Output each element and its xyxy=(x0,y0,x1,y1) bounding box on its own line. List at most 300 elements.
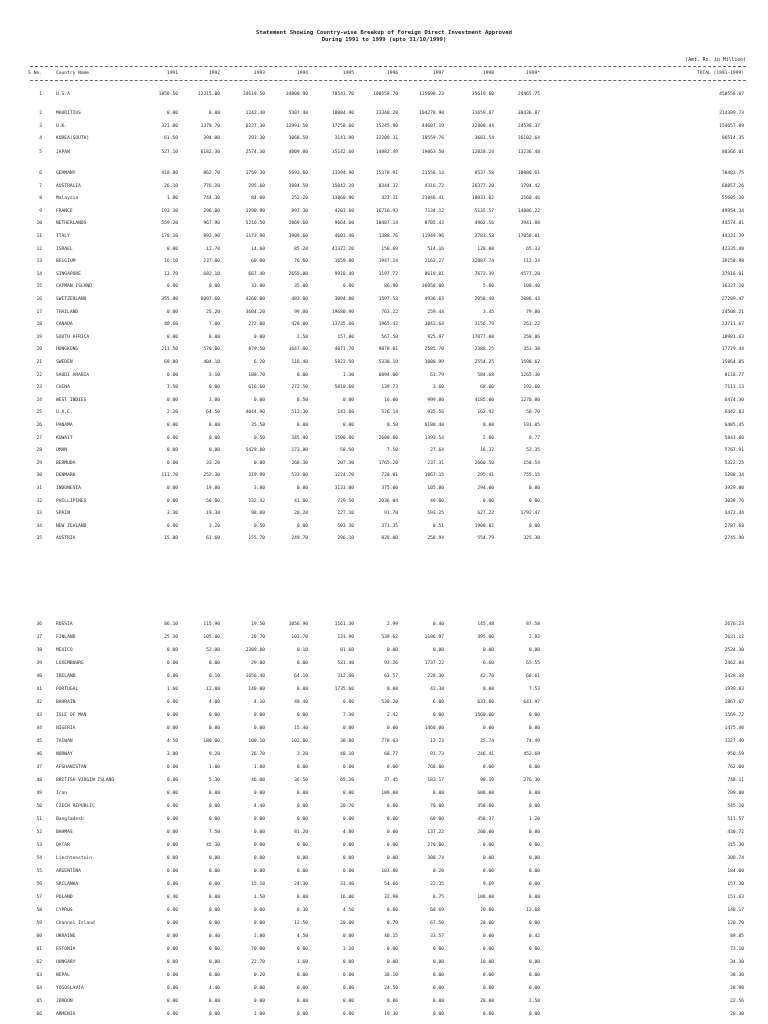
row-1994: 76.60 xyxy=(294,259,308,265)
row-1991: 0.00 xyxy=(166,934,178,939)
table-row xyxy=(0,409,768,416)
table-row xyxy=(0,816,768,823)
row-country: KOREA(SOUTH) xyxy=(56,136,90,142)
row-1999: 0.00 xyxy=(528,869,540,874)
row-1991: 0.00 xyxy=(166,309,178,315)
row-1994: 1.60 xyxy=(296,960,308,965)
row-total: 762.00 xyxy=(727,765,744,770)
row-1994: 0.00 xyxy=(296,687,308,692)
row-1992: 0.00 xyxy=(208,334,220,340)
row-1999: 0.42 xyxy=(528,934,540,939)
row-1994: 2.50 xyxy=(296,334,308,340)
row-total: 15864.05 xyxy=(721,360,744,365)
table-row xyxy=(0,634,768,641)
row-1997: 3.60 xyxy=(432,385,444,391)
table-row xyxy=(0,738,768,745)
row-sno: 1 xyxy=(39,92,42,97)
row-1997: 0.20 xyxy=(432,869,444,874)
row-country: PHILLIPINES xyxy=(56,498,87,504)
row-1992: 19.30 xyxy=(206,511,220,517)
row-1998: 0.00 xyxy=(482,856,494,861)
row-1994: 85.20 xyxy=(294,246,308,252)
row-1998: 8537.58 xyxy=(474,171,494,176)
row-1992: 12.70 xyxy=(206,246,220,252)
row-1998: 2554.25 xyxy=(474,360,494,365)
row-1997: 0.00 xyxy=(432,986,444,991)
row-country: INDONESIA xyxy=(56,486,81,491)
row-1996: 16.00 xyxy=(384,397,398,403)
row-sno: 35 xyxy=(36,536,42,542)
row-1996: 109.00 xyxy=(381,791,398,796)
row-1998: 100.00 xyxy=(477,895,494,900)
row-1998: 584.68 xyxy=(477,372,494,378)
table-row xyxy=(0,359,768,366)
row-country: Malaysia xyxy=(56,196,79,202)
row-sno: 7 xyxy=(39,183,42,189)
row-1991: 0.00 xyxy=(166,448,178,454)
row-country: AUSTRIA xyxy=(56,536,76,542)
row-1991: 559.20 xyxy=(161,221,178,227)
row-1994: 4009.00 xyxy=(288,150,308,155)
row-1995: 3141.90 xyxy=(334,136,354,142)
row-1997: 0.40 xyxy=(432,622,444,627)
row-sno: 61 xyxy=(36,947,42,952)
row-1995: 143.60 xyxy=(337,410,354,416)
table-row xyxy=(0,485,768,492)
row-sno: 41 xyxy=(36,687,42,692)
row-country: NEPAL xyxy=(56,973,70,978)
row-country: ISRAEL xyxy=(56,246,73,252)
row-1998: 0.00 xyxy=(482,986,494,991)
row-1998: 18031.02 xyxy=(471,196,494,202)
header-1991: 1991 xyxy=(166,71,178,76)
row-total: 73.10 xyxy=(730,947,744,952)
row-1999: 353.38 xyxy=(523,347,540,353)
row-country: AUSTRALIA xyxy=(56,183,81,189)
row-1995: 4203.60 xyxy=(334,208,354,214)
row-1997: 0.00 xyxy=(432,713,444,718)
row-1992: 7.00 xyxy=(208,322,220,328)
row-1993: 295.60 xyxy=(248,183,265,189)
row-1998: 5135.57 xyxy=(474,208,494,214)
row-country: ARMENIA xyxy=(56,1012,76,1017)
row-1999: 0.00 xyxy=(528,960,540,965)
row-1995: 1224.70 xyxy=(334,473,354,479)
row-1996: 375.00 xyxy=(381,486,398,491)
row-country: RUSSIA xyxy=(56,622,73,627)
table-row xyxy=(0,346,768,353)
row-1991: 0.00 xyxy=(166,423,178,428)
table-row xyxy=(0,842,768,849)
row-country: PORTUGAL xyxy=(56,687,79,692)
row-1992: 404.10 xyxy=(203,360,220,365)
row-1991: 0.00 xyxy=(166,947,178,952)
row-1991: 321.00 xyxy=(161,123,178,129)
row-total: 44574.81 xyxy=(721,221,744,227)
row-1998: 0.00 xyxy=(482,843,494,848)
header-total: TOTAL (1991-1999) xyxy=(696,71,744,76)
row-total: 450558.07 xyxy=(719,92,744,97)
table-row xyxy=(0,725,768,732)
row-1992: 3.20 xyxy=(208,523,220,529)
row-1992: 25.20 xyxy=(206,309,220,315)
row-1996: 63.57 xyxy=(384,674,398,679)
row-1999: 276.30 xyxy=(523,778,540,783)
row-1998: 18.32 xyxy=(480,448,494,454)
row-1996: 530.20 xyxy=(381,700,398,705)
row-sno: 38 xyxy=(36,648,42,653)
row-1996: 1965.42 xyxy=(378,322,398,328)
table-row xyxy=(0,283,768,290)
row-1995: 1.30 xyxy=(342,372,354,378)
row-1998: 0.00 xyxy=(482,687,494,692)
row-1995: 0.00 xyxy=(342,986,354,991)
row-1998: 6.60 xyxy=(482,661,494,666)
row-1995: 15142.60 xyxy=(331,150,354,155)
row-country: LUXEMBOURG xyxy=(56,661,84,666)
row-1992: 0.00 xyxy=(208,882,220,887)
row-1998: 0.00 xyxy=(482,765,494,770)
row-1991: 4.50 xyxy=(166,739,178,744)
row-1998: 0.00 xyxy=(482,423,494,428)
row-1997: 237.31 xyxy=(427,460,444,466)
row-1998: 98.19 xyxy=(480,778,494,783)
row-1999: 641.97 xyxy=(523,700,540,705)
table-row xyxy=(0,195,768,202)
table-row xyxy=(0,959,768,966)
row-1999: 108.40 xyxy=(523,284,540,290)
row-1994: 1056.90 xyxy=(288,622,308,627)
row-sno: 39 xyxy=(36,661,42,666)
row-1992: 744.30 xyxy=(203,196,220,202)
row-1991: 86.10 xyxy=(164,622,178,627)
row-total: 2524.30 xyxy=(724,648,744,653)
row-1998: 495.00 xyxy=(477,635,494,640)
row-1993: 20.70 xyxy=(251,635,265,640)
row-1991: 0.00 xyxy=(166,882,178,887)
row-1994: 20.20 xyxy=(294,511,308,517)
row-country: BAHMAS xyxy=(56,830,73,835)
header-1995: 1995 xyxy=(342,71,354,76)
row-country: BERMUDA xyxy=(56,460,76,466)
row-1993: 5216.50 xyxy=(245,221,265,227)
row-1993: 5429.80 xyxy=(245,448,265,454)
row-1993: 0.50 xyxy=(253,435,265,441)
row-1991: 0.00 xyxy=(166,460,178,466)
row-sno: 58 xyxy=(36,908,42,913)
row-1995: 17258.60 xyxy=(331,123,354,129)
row-1997: 270.00 xyxy=(427,843,444,848)
row-country: NEW ZEALAND xyxy=(56,523,87,529)
row-1991: 25.30 xyxy=(164,635,178,640)
row-1995: 5810.60 xyxy=(334,385,354,391)
row-1992: 1378.70 xyxy=(200,123,220,129)
row-1995: 1735.60 xyxy=(334,687,354,692)
header-1992: 1992 xyxy=(208,71,220,76)
row-1993: 140.00 xyxy=(248,687,265,692)
row-country: ESTONIA xyxy=(56,947,76,952)
row-1993: 26.70 xyxy=(251,752,265,757)
row-sno: 50 xyxy=(36,804,42,809)
row-sno: 45 xyxy=(36,739,42,744)
row-sno: 33 xyxy=(36,511,42,517)
row-1997: 60.00 xyxy=(430,817,444,822)
row-1998: 1560.00 xyxy=(474,713,494,718)
row-total: 154657.09 xyxy=(719,123,744,129)
row-1992: 3.00 xyxy=(208,397,220,403)
row-1993: 0.00 xyxy=(253,999,265,1004)
row-country: SRILANKA xyxy=(56,882,79,887)
row-country: BELGIUM xyxy=(56,259,76,265)
row-1992: 1.00 xyxy=(208,765,220,770)
row-1999: 30436.87 xyxy=(517,111,540,116)
row-total: 55605.20 xyxy=(721,196,744,202)
row-1996: 0.00 xyxy=(386,817,398,822)
table-row xyxy=(0,1011,768,1018)
row-1994: 15.40 xyxy=(294,726,308,731)
row-1996: 32209.31 xyxy=(375,136,398,142)
row-1998: 2.00 xyxy=(482,435,494,441)
row-sno: 43 xyxy=(36,713,42,718)
row-1993: 6.20 xyxy=(253,360,265,365)
row-1992: 19.00 xyxy=(206,486,220,491)
row-1996: 0.00 xyxy=(386,960,398,965)
row-1992: 0.00 xyxy=(208,817,220,822)
row-sno: 60 xyxy=(36,934,42,939)
row-1997: 0.51 xyxy=(432,523,444,529)
row-total: 3038.76 xyxy=(724,498,744,504)
row-1995: 207.30 xyxy=(337,460,354,466)
row-1999: 325.30 xyxy=(523,536,540,542)
row-total: 8118.77 xyxy=(724,372,744,378)
row-1993: 1.00 xyxy=(253,765,265,770)
row-1994: 0.30 xyxy=(296,908,308,913)
row-1991: 0.00 xyxy=(166,999,178,1004)
row-1991: 0.00 xyxy=(166,1012,178,1017)
row-1997: 4936.63 xyxy=(424,297,444,302)
table-row xyxy=(0,460,768,467)
row-1993: 29.00 xyxy=(251,661,265,666)
row-sno: 31 xyxy=(36,486,42,491)
row-1991: 0.00 xyxy=(166,498,178,504)
row-1998: 35619.60 xyxy=(471,92,494,97)
row-1998: 633.00 xyxy=(477,700,494,705)
row-1999: 24465.75 xyxy=(517,92,540,97)
row-country: CANADA xyxy=(56,322,73,328)
row-country: SAUDI ARABIA xyxy=(56,372,90,378)
table-row xyxy=(0,985,768,992)
table-row xyxy=(0,110,768,117)
row-1994: 41.00 xyxy=(294,498,308,504)
row-1991: 0.00 xyxy=(166,817,178,822)
row-1993: 22.70 xyxy=(251,960,265,965)
row-sno: 8 xyxy=(39,196,42,202)
row-sno: 52 xyxy=(36,830,42,835)
row-1992: 0.00 xyxy=(208,726,220,731)
row-1996: 15378.91 xyxy=(375,171,398,176)
row-1992: 0.40 xyxy=(208,934,220,939)
row-sno: 4 xyxy=(39,136,42,142)
row-total: 430.72 xyxy=(727,830,744,835)
row-1996: 6094.00 xyxy=(378,372,398,378)
row-1993: 188.70 xyxy=(248,372,265,378)
row-1997: 8619.01 xyxy=(424,271,444,277)
row-1997: 19063.50 xyxy=(421,150,444,155)
row-country: Channel Island xyxy=(56,921,95,926)
row-1998: 3683.54 xyxy=(474,136,494,142)
row-1991: 0.00 xyxy=(166,856,178,861)
table-row xyxy=(0,920,768,927)
row-1993: 84.00 xyxy=(251,196,265,202)
row-1991: 0.00 xyxy=(166,843,178,848)
row-1999: 1560.46 xyxy=(520,196,540,202)
row-1998: 31659.87 xyxy=(471,111,494,116)
row-1998: 0.00 xyxy=(482,498,494,504)
row-1992: 237.00 xyxy=(203,259,220,265)
row-1991: 0.00 xyxy=(166,397,178,403)
row-1997: 0.00 xyxy=(432,648,444,653)
row-1993: 15.10 xyxy=(251,882,265,887)
row-1993: 667.40 xyxy=(248,271,265,277)
row-1998: 0.00 xyxy=(482,648,494,653)
row-1995: 0.00 xyxy=(342,973,354,978)
row-1997: 22.35 xyxy=(430,882,444,887)
table-row xyxy=(0,447,768,454)
row-total: 2631.12 xyxy=(724,635,744,640)
row-1995: 0.00 xyxy=(342,726,354,731)
row-total: 148.17 xyxy=(727,908,744,913)
row-sno: 54 xyxy=(36,856,42,861)
row-1996: 93.26 xyxy=(384,661,398,666)
row-country: ISLE OF MAN xyxy=(56,713,87,718)
row-1995: 48.10 xyxy=(340,752,354,757)
row-1995: 5822.50 xyxy=(334,360,354,365)
row-1998: 5.00 xyxy=(482,284,494,290)
row-1992: 4.00 xyxy=(208,700,220,705)
row-1995: 531.40 xyxy=(337,661,354,666)
row-1993: 319.90 xyxy=(248,473,265,479)
row-1994: 533.00 xyxy=(291,473,308,479)
row-total: 36327.10 xyxy=(721,284,744,290)
row-1992: 776.20 xyxy=(203,183,220,189)
row-1994: 64.10 xyxy=(294,674,308,679)
row-1992: 0.00 xyxy=(208,385,220,391)
row-sno: 9 xyxy=(39,208,42,214)
row-1992: 12.00 xyxy=(206,687,220,692)
row-1997: 44607.19 xyxy=(421,123,444,129)
row-total: 49954.34 xyxy=(721,208,744,214)
header-1997: 1997 xyxy=(432,71,444,76)
row-1999: 2086.43 xyxy=(520,297,540,302)
row-1993: 879.50 xyxy=(248,347,265,353)
row-total: 7111.13 xyxy=(724,385,744,391)
row-country: QATAR xyxy=(56,843,70,848)
row-1995: 0.00 xyxy=(342,960,354,965)
row-sno: 2 xyxy=(39,111,42,116)
row-1997: 1393.54 xyxy=(424,435,444,441)
row-1997: 33.57 xyxy=(430,934,444,939)
row-country: OMAN xyxy=(56,448,68,454)
row-1997: 0.00 xyxy=(432,791,444,796)
row-1991: 0.00 xyxy=(166,908,178,913)
row-1993: 0.00 xyxy=(253,460,265,466)
row-sno: 20 xyxy=(36,347,42,353)
row-1993: 293.30 xyxy=(248,136,265,142)
table-row xyxy=(0,246,768,253)
row-sno: 51 xyxy=(36,817,42,822)
row-total: 1939.03 xyxy=(724,687,744,692)
row-1992: 0.00 xyxy=(208,713,220,718)
row-total: 5767.91 xyxy=(724,448,744,454)
row-1998: 9.69 xyxy=(482,882,494,887)
row-1991: 178.10 xyxy=(161,234,178,239)
row-sno: 22 xyxy=(36,372,42,378)
row-1992: 0.00 xyxy=(208,895,220,900)
table-row xyxy=(0,435,768,442)
row-total: 151.63 xyxy=(727,895,744,900)
table-row xyxy=(0,523,768,530)
row-1992: 0.00 xyxy=(208,804,220,809)
row-country: FRANCE xyxy=(56,208,73,214)
row-1993: 0.00 xyxy=(253,726,265,731)
row-1994: 35.00 xyxy=(294,284,308,290)
row-total: 748.11 xyxy=(727,778,744,783)
row-sno: 25 xyxy=(36,410,42,416)
row-1992: 0.00 xyxy=(208,448,220,454)
row-sno: 46 xyxy=(36,752,42,757)
row-1997: 60.69 xyxy=(430,908,444,913)
row-total: 5843.60 xyxy=(724,435,744,441)
row-1995: 20.00 xyxy=(340,921,354,926)
row-country: JORDON xyxy=(56,999,73,1004)
row-country: ARGENTINA xyxy=(56,869,81,874)
row-1999: 2.93 xyxy=(528,635,540,640)
row-1999: 1794.42 xyxy=(520,183,540,189)
table-row xyxy=(0,498,768,505)
row-total: 3472.44 xyxy=(724,511,744,517)
row-1996: 828.00 xyxy=(381,536,398,542)
row-1996: 139.73 xyxy=(381,385,398,391)
row-1996: 68.77 xyxy=(384,752,398,757)
row-1999: 7.53 xyxy=(528,687,540,692)
row-1999: 0.00 xyxy=(528,486,540,491)
row-1995: 58.50 xyxy=(340,448,354,454)
row-country: GERMANY xyxy=(56,171,76,176)
row-1994: 4.50 xyxy=(296,934,308,939)
row-1993: 4.10 xyxy=(253,700,265,705)
row-1999: 10880.61 xyxy=(517,171,540,176)
row-1993: 1242.40 xyxy=(245,111,265,116)
row-1994: 0.00 xyxy=(296,804,308,809)
table-row xyxy=(0,309,768,316)
row-1994: 116.40 xyxy=(291,360,308,365)
row-country: CHINA xyxy=(56,385,70,391)
table-row xyxy=(0,149,768,156)
row-1999: 1270.00 xyxy=(520,397,540,403)
row-1993: 0.00 xyxy=(253,908,265,913)
row-1991: 1.60 xyxy=(166,687,178,692)
row-1997: 1067.15 xyxy=(424,473,444,479)
row-1995: 157.80 xyxy=(337,334,354,340)
row-1996: 8344.32 xyxy=(378,183,398,189)
row-1999: 0.00 xyxy=(528,843,540,848)
table-row xyxy=(0,296,768,303)
row-1995: 0.00 xyxy=(342,765,354,770)
row-1993: 19.50 xyxy=(251,622,265,627)
table-row xyxy=(0,91,768,98)
row-1993: 46.00 xyxy=(251,778,265,783)
row-country: NIGERIA xyxy=(56,726,76,731)
